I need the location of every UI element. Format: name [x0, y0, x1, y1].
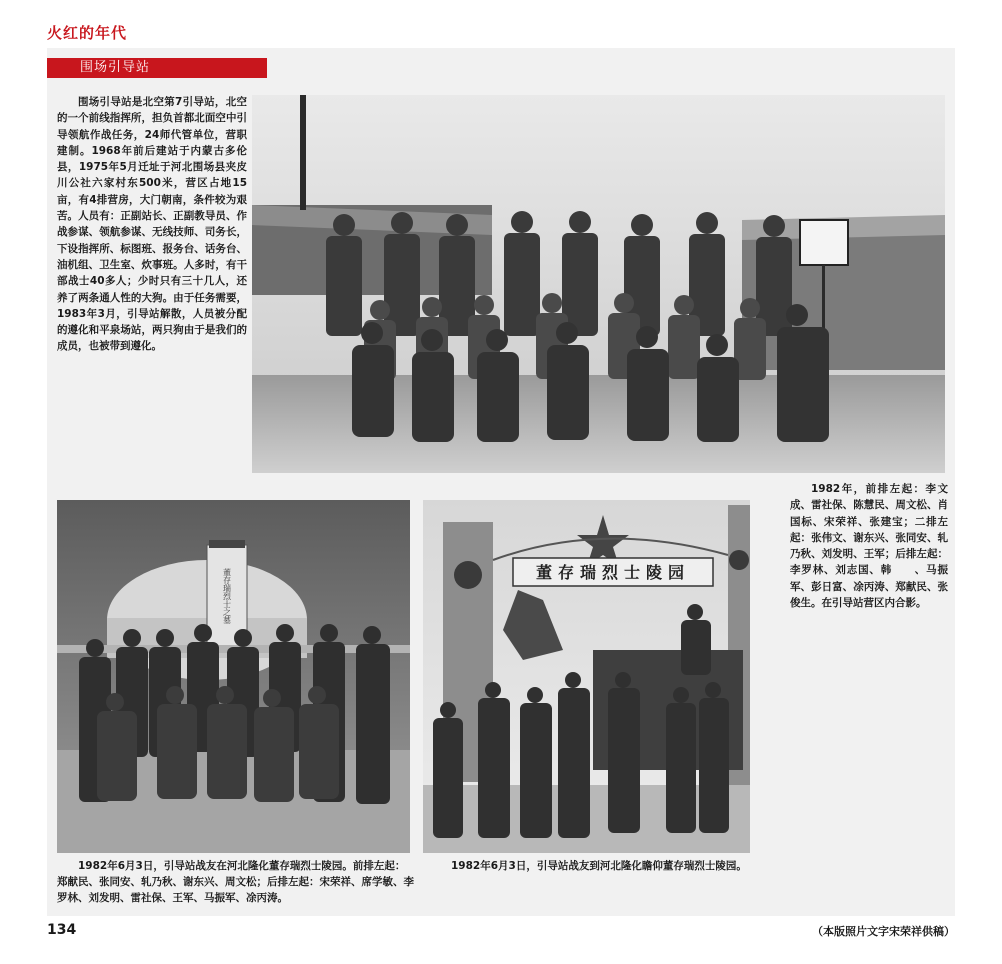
intro-paragraph: 围场引导站是北空第7引导站，北空的一个前线指挥所，担负首都北面空中引导领航作战任务，24师代管单位，营职建制。1968年前后建站于内蒙古多伦县，1975年5月迁址于河北围场县夹皮川公社六家村东500米，营区占地15亩，有4排营房，大门朝南，条件较为艰苦。人员有：正副站长、正副教导员、作战参谋、领航参谋、无线技师、司务长，下设指挥所、标图班、报务台、话务台、油机组、卫生室、炊事班。人多时，有干部战士40多人；少时只有三十几人，还养了两条通人性的大狗。由于任务需要，1983年3月，引导站解散，人员被分配的遵化和平泉场站，两只狗由于是我们的成员，也被带到遵化。	[57, 96, 247, 353]
gate-sign-text: 董存瑞烈士陵园	[535, 563, 691, 582]
caption-cemetery-gate: 1982年6月3日，引导站战友到河北隆化瞻仰董存瑞烈士陵园。	[451, 860, 747, 872]
photo-group-barracks	[252, 95, 945, 473]
monument-inscription: 董存瑞烈士之墓	[222, 568, 232, 624]
photo-cemetery-group	[57, 500, 410, 853]
caption-cemetery-group: 1982年6月3日，引导站战友在河北隆化董存瑞烈士陵园。前排左起：郑献民、张同安、轧乃秋、谢东兴、周文松；后排左起：宋荣祥、席学敏、李罗林、刘发明、雷社保、王军、马振军、凃丙涛。	[57, 860, 414, 904]
caption-group-barracks: 1982年，前排左起：李文成、雷社保、陈慧民、周文松、肖国标、宋荣祥、张建宝；二排左起：张伟文、谢东兴、张同安、轧乃秋、刘发明、王军；后排左起：李罗林、刘志国、韩 、马振军、彭日富、凃丙涛、郑献民、张俊生。在引导站营区内合影。	[790, 483, 948, 610]
photo-cemetery-gate	[423, 500, 750, 853]
section-title: 围场引导站	[80, 60, 151, 75]
page-header-title: 火红的年代	[47, 24, 128, 42]
photo-credit: （本版照片文字宋荣祥供稿）	[812, 925, 955, 938]
page-number: 134	[47, 922, 77, 938]
